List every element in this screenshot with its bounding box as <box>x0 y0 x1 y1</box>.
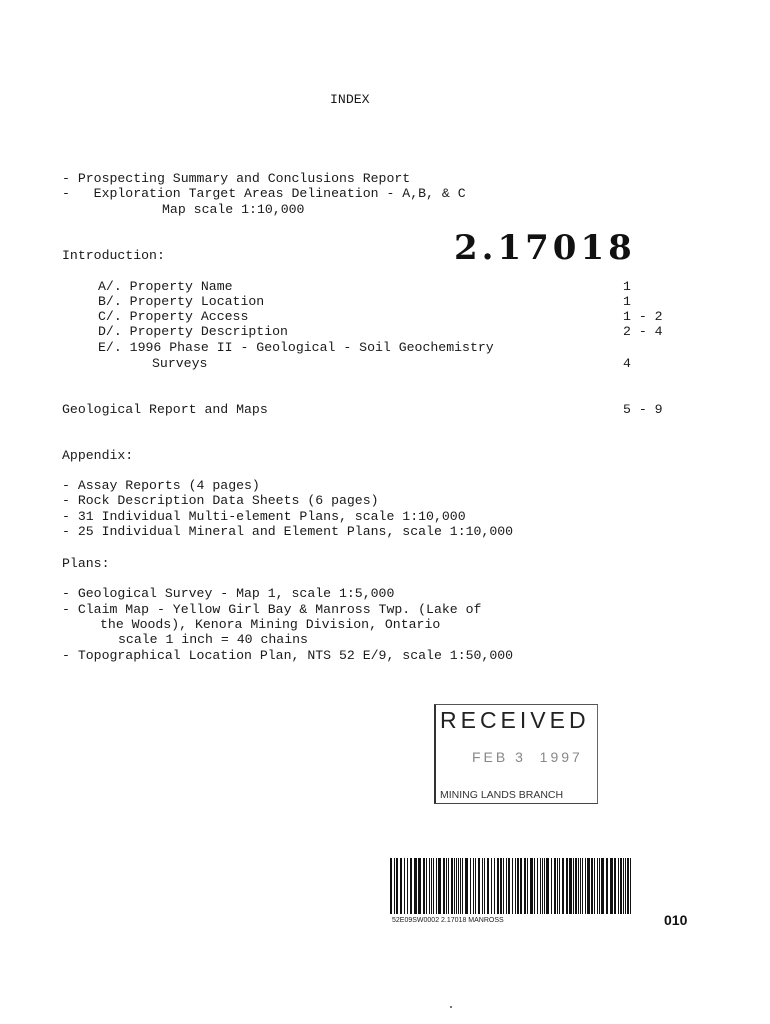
intro-item-a: A/. Property Name <box>98 279 233 294</box>
barcode-bar <box>546 858 549 914</box>
barcode-bar <box>460 858 461 914</box>
barcode-bar <box>506 858 507 914</box>
intro-item-c: C/. Property Access <box>98 309 249 324</box>
page-number: 010 <box>664 912 688 928</box>
barcode-bar <box>623 858 624 914</box>
intro-item-d: D/. Property Description <box>98 324 288 339</box>
file-number-stamp: 2.17018 <box>454 228 636 268</box>
barcode-bar <box>446 858 447 914</box>
intro-item-e-cont: Surveys <box>152 356 208 371</box>
barcode-bar <box>478 858 480 914</box>
received-stamp-branch: MINING LANDS BRANCH <box>440 789 564 801</box>
barcode-bar <box>520 858 522 914</box>
barcode-bar <box>524 858 526 914</box>
appendix-item: - Rock Description Data Sheets (6 pages) <box>62 493 379 508</box>
barcode-bar <box>578 858 579 914</box>
intro-item-e: E/. 1996 Phase II - Geological - Soil Geochemistry <box>98 340 494 355</box>
barcode-bar <box>551 858 552 914</box>
barcode-bar <box>451 858 453 914</box>
barcode-bar <box>627 858 629 914</box>
geological-report-label: Geological Report and Maps <box>62 402 268 417</box>
plans-line: - Claim Map - Yellow Girl Bay & Manross Twp. (Lake of <box>62 602 482 617</box>
barcode-bar <box>433 858 434 914</box>
barcode-bar <box>414 858 417 914</box>
barcode-bar <box>606 858 608 914</box>
appendix-item: - 25 Individual Mineral and Element Plans, scale 1:10,000 <box>62 524 514 539</box>
appendix-item: - Assay Reports (4 pages) <box>62 478 260 493</box>
barcode-bar <box>436 858 437 914</box>
barcode-bar <box>557 858 558 914</box>
barcode-bar <box>500 858 502 914</box>
appendix-item: - 31 Individual Multi-element Plans, scale 1:10,000 <box>62 509 466 524</box>
barcode-bar <box>407 858 408 914</box>
barcode-bar <box>559 858 560 914</box>
barcode-bar <box>601 858 604 914</box>
barcode-bar <box>396 858 398 914</box>
plans-line: the Woods), Kenora Mining Division, Ontario <box>100 617 441 632</box>
barcode-bar <box>625 858 626 914</box>
barcode-bar <box>534 858 535 914</box>
received-stamp-date: FEB 3 1997 <box>472 749 583 765</box>
barcode-bar <box>410 858 412 914</box>
barcode-bar <box>431 858 432 914</box>
received-stamp <box>434 704 598 804</box>
barcode-bar <box>473 858 474 914</box>
barcode-bar <box>618 858 619 914</box>
scan-speck <box>450 1006 452 1008</box>
barcode-bar <box>585 858 586 914</box>
barcode-bar <box>423 858 425 914</box>
barcode-bar <box>448 858 449 914</box>
barcode-bar <box>580 858 581 914</box>
intro-item-b: B/. Property Location <box>98 294 265 309</box>
summary-line-2: - Exploration Target Areas Delineation - A,B, & C <box>62 186 466 201</box>
barcode-bar <box>497 858 499 914</box>
barcode-bar <box>503 858 504 914</box>
barcode-bar <box>630 858 631 914</box>
barcode-bar <box>400 858 402 914</box>
barcode-bar <box>404 858 405 914</box>
intro-item-e-cont-pages: 4 <box>623 356 631 371</box>
barcode-bar <box>573 858 574 914</box>
intro-item-d-pages: 2 - 4 <box>623 324 663 339</box>
barcode-bar <box>540 858 541 914</box>
barcode-bar <box>429 858 430 914</box>
barcode-bar <box>587 858 590 914</box>
plans-line: - Geological Survey - Map 1, scale 1:5,000 <box>62 586 395 601</box>
intro-item-c-pages: 1 - 2 <box>623 309 663 324</box>
barcode-bar <box>484 858 485 914</box>
barcode-bar <box>390 858 392 914</box>
summary-line-1: - Prospecting Summary and Conclusions Report <box>62 171 411 186</box>
introduction-heading: Introduction: <box>62 248 165 263</box>
barcode-bar <box>597 858 598 914</box>
barcode-bar <box>614 858 616 914</box>
barcode-bar <box>482 858 483 914</box>
barcode-bar <box>517 858 519 914</box>
barcode-bar <box>620 858 622 914</box>
barcode-bar <box>537 858 538 914</box>
barcode <box>390 858 634 914</box>
barcode-bar <box>569 858 572 914</box>
plans-line: scale 1 inch = 40 chains <box>118 632 308 647</box>
barcode-bar <box>591 858 593 914</box>
received-stamp-title: RECEIVED <box>440 707 590 733</box>
geological-report-pages: 5 - 9 <box>623 402 663 417</box>
barcode-bar <box>544 858 545 914</box>
barcode-bar <box>456 858 457 914</box>
barcode-bar <box>599 858 600 914</box>
barcode-bar <box>542 858 543 914</box>
summary-line-3: Map scale 1:10,000 <box>162 202 305 217</box>
barcode-bar <box>491 858 492 914</box>
barcode-bar <box>438 858 441 914</box>
appendix-heading: Appendix: <box>62 448 134 463</box>
barcode-bar <box>426 858 427 914</box>
barcode-bar <box>462 858 463 914</box>
intro-item-b-pages: 1 <box>623 294 631 309</box>
barcode-bar <box>562 858 564 914</box>
intro-item-a-pages: 1 <box>623 279 631 294</box>
barcode-bar <box>610 858 613 914</box>
plans-heading: Plans: <box>62 556 110 571</box>
barcode-bar <box>418 858 421 914</box>
barcode-bar <box>508 858 510 914</box>
barcode-bar <box>594 858 595 914</box>
barcode-bar <box>394 858 395 914</box>
barcode-bar <box>582 858 583 914</box>
barcode-bar <box>512 858 513 914</box>
barcode-bar <box>470 858 471 914</box>
barcode-bar <box>454 858 455 914</box>
barcode-bar <box>515 858 516 914</box>
barcode-bar <box>494 858 495 914</box>
barcode-bar <box>575 858 577 914</box>
barcode-bar <box>465 858 468 914</box>
page-title: INDEX <box>330 92 370 107</box>
barcode-label: 52E09SW0002 2.17018 MANROSS <box>392 917 504 924</box>
barcode-bar <box>554 858 556 914</box>
barcode-bar <box>566 858 568 914</box>
plans-line: - Topographical Location Plan, NTS 52 E/9, scale 1:50,000 <box>62 648 514 663</box>
barcode-bar <box>475 858 476 914</box>
barcode-bar <box>443 858 445 914</box>
barcode-bar <box>530 858 533 914</box>
barcode-bar <box>527 858 528 914</box>
barcode-bar <box>458 858 459 914</box>
barcode-bar <box>487 858 489 914</box>
